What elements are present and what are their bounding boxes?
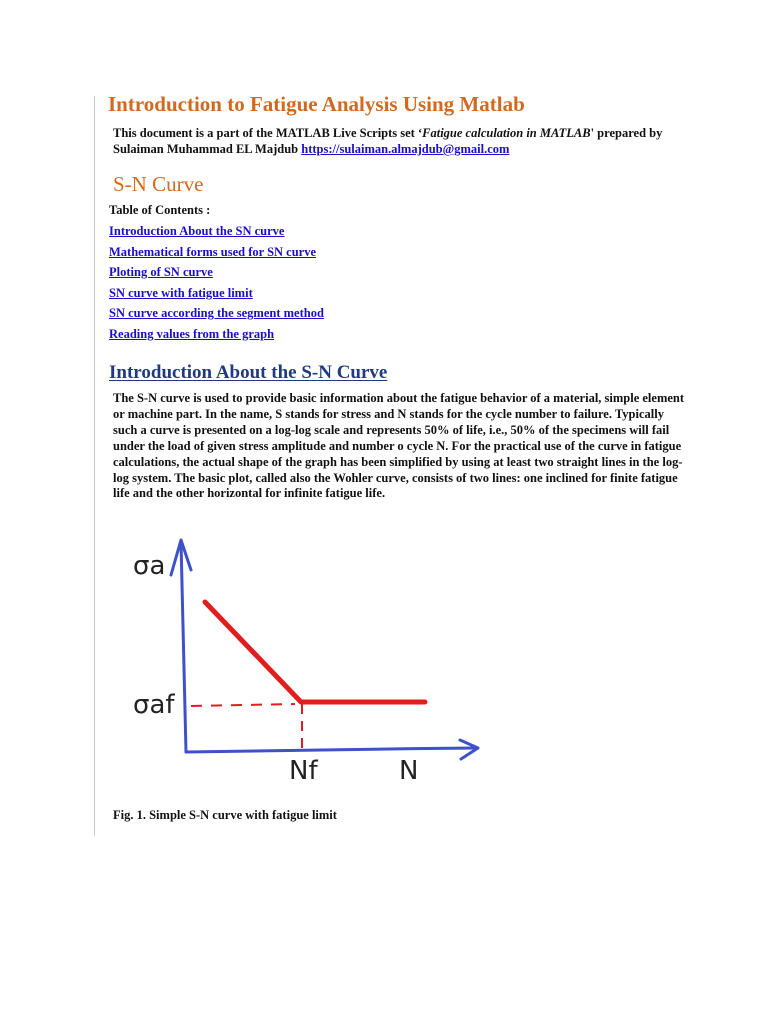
- left-margin-rule: [94, 96, 95, 836]
- y-axis-label: σa: [133, 551, 166, 581]
- n-label: N: [399, 756, 419, 786]
- nf-label: Nf: [289, 756, 318, 786]
- y-axis-line: [181, 542, 186, 752]
- body-paragraph: The S-N curve is used to provide basic information about the fatigue behavior of a material, simple element or machine part. In the name, S stands for stress and N stands for the cycle number to failure. Typically such a curve is presented on a log-log scale and represents 50% of life, i.e., 50% of the specimens will fail under the load of given stress amplitude and number o cycle N. For the practical use of the curve in fatigue calculations, the actual shape of the graph has been simplified by using at least two straight lines in the log-log system. The basic plot, called also the Wohler curve, consists of two lines: one inclined for finite fatigue life and the other horizontal for infinite fatigue life.: [113, 391, 685, 501]
- x-axis-line: [186, 748, 477, 752]
- live-scripts-series-name: Fatigue calculation in MATLAB: [422, 126, 591, 140]
- figure-caption: Fig. 1. Simple S-N curve with fatigue limit: [113, 808, 337, 822]
- toc-item: [109, 285, 324, 306]
- toc-link-introduction[interactable]: Introduction About the SN curve: [109, 224, 285, 238]
- toc-item: [109, 223, 324, 244]
- toc-item: [109, 244, 324, 265]
- fatigue-limit-dashed-line: [191, 704, 295, 706]
- sn-curve-figure: [115, 530, 495, 795]
- toc-link-fatigue-limit[interactable]: SN curve with fatigue limit: [109, 285, 253, 300]
- toc-item: [109, 305, 324, 326]
- toc-item: [109, 264, 324, 285]
- toc-link-ploting[interactable]: Ploting of SN curve: [109, 265, 213, 280]
- subsection-title: Introduction About the S-N Curve: [109, 362, 388, 383]
- section-title: S-N Curve: [113, 172, 204, 196]
- toc-link-mathematical-forms[interactable]: Mathematical forms used for SN curve: [109, 244, 317, 259]
- intro-text-before: This document is a part of the MATLAB Live Scripts set ‘: [113, 126, 423, 140]
- toc-item: [109, 326, 324, 347]
- toc-link-segment-method[interactable]: SN curve according the segment method: [109, 306, 324, 321]
- table-of-contents: [109, 223, 324, 347]
- sn-curve-line: [205, 602, 425, 702]
- document-title: Introduction to Fatigue Analysis Using Matlab: [108, 92, 525, 116]
- toc-heading: Table of Contents :: [109, 203, 211, 217]
- intro-paragraph: [113, 125, 693, 157]
- fatigue-limit-label: σaf: [133, 690, 175, 720]
- toc-link-reading-values[interactable]: Reading values from the graph: [109, 326, 275, 341]
- intro-text-middle: ' prepared by Sulaiman Muhammad EL Majdub: [113, 126, 663, 156]
- author-email-link[interactable]: https://sulaiman.almajdub@gmail.com: [301, 142, 510, 156]
